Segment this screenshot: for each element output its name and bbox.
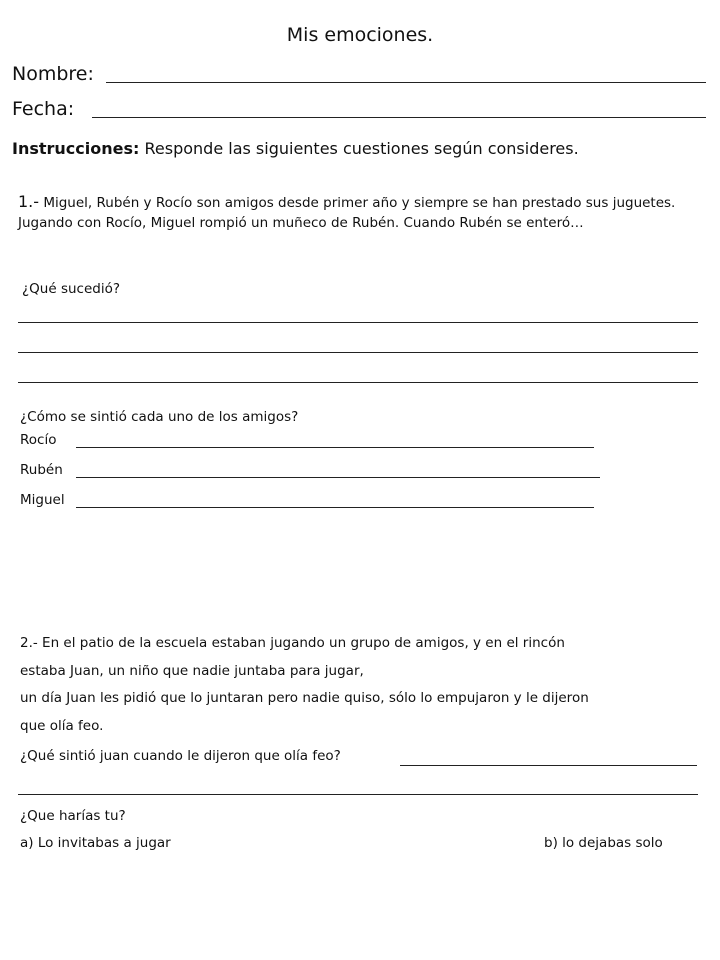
friend-answer-line-ruben[interactable] — [76, 477, 600, 478]
question-2-line-2: estaba Juan, un niño que nadie juntaba para jugar, — [20, 663, 364, 679]
question-1-sub-1: ¿Qué sucedió? — [22, 281, 121, 297]
question-1-text — [18, 192, 700, 233]
instructions-label: Instrucciones: — [12, 139, 140, 158]
friend-answer-line-miguel[interactable] — [76, 507, 594, 508]
friend-label-ruben: Rubén — [20, 462, 63, 478]
answer-line-3[interactable] — [18, 382, 698, 383]
answer-line-juan-inline[interactable] — [400, 765, 697, 766]
fecha-field-line[interactable] — [92, 117, 706, 118]
nombre-label: Nombre: — [12, 63, 94, 85]
question-1-number: 1.- — [18, 192, 40, 211]
friend-label-rocio: Rocío — [20, 432, 57, 448]
question-1-sub-2: ¿Cómo se sintió cada uno de los amigos? — [20, 409, 299, 425]
fecha-label: Fecha: — [12, 98, 75, 120]
question-2-line-4: que olía feo. — [20, 718, 104, 734]
question-2-line-1: 2.- En el patio de la escuela estaban jugando un grupo de amigos, y en el rincón — [20, 635, 565, 651]
option-a[interactable]: a) Lo invitabas a jugar — [20, 835, 171, 851]
answer-line-2[interactable] — [18, 352, 698, 353]
answer-line-juan[interactable] — [18, 794, 698, 795]
instructions-text: Responde las siguientes cuestiones según consideres. — [139, 139, 579, 158]
question-2-line-3: un día Juan les pidió que lo juntaran pero nadie quiso, sólo lo empujaron y le dijeron — [20, 690, 589, 706]
answer-line-1[interactable] — [18, 322, 698, 323]
instructions — [12, 139, 579, 158]
friend-label-miguel: Miguel — [20, 492, 65, 508]
page-title: Mis emociones. — [286, 24, 434, 46]
question-2-sub-1: ¿Qué sintió juan cuando le dijeron que olía feo? — [20, 748, 341, 764]
friend-answer-line-rocio[interactable] — [76, 447, 594, 448]
question-1-body: Miguel, Rubén y Rocío son amigos desde primer año y siempre se han prestado sus juguetes. Jugando con Rocío, Miguel rompió un muñeco de Rubén. Cuando Rubén se enteró… — [18, 195, 676, 231]
question-2-sub-2: ¿Que harías tu? — [20, 808, 126, 824]
option-b[interactable]: b) lo dejabas solo — [544, 835, 663, 851]
nombre-field-line[interactable] — [106, 82, 706, 83]
